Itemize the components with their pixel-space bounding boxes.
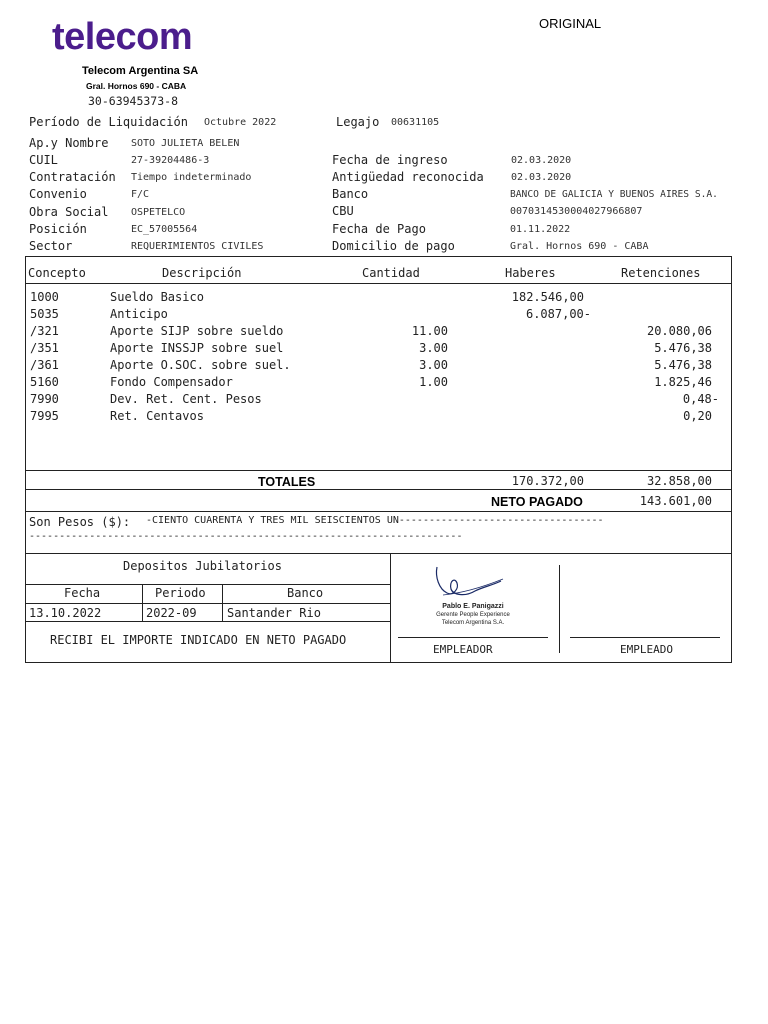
row-retenciones: 0,48- bbox=[682, 392, 719, 406]
domicilio-value: Gral. Hornos 690 - CABA bbox=[510, 241, 649, 252]
row-concepto: 1000 bbox=[30, 290, 59, 304]
sector-label: Sector bbox=[29, 239, 73, 253]
pago-value: 01.11.2022 bbox=[510, 224, 571, 235]
empleado-signature-line bbox=[570, 637, 720, 638]
header-haberes: Haberes bbox=[505, 266, 556, 280]
header-cantidad: Cantidad bbox=[362, 266, 420, 280]
depositos-fecha: 13.10.2022 bbox=[29, 606, 102, 620]
depositos-col-divider bbox=[222, 584, 223, 621]
row-retenciones: 0,20 bbox=[683, 409, 712, 423]
contract-value: Tiempo indeterminado bbox=[131, 172, 252, 183]
totales-haberes: 170.372,00 bbox=[511, 474, 584, 488]
depositos-periodo: 2022-09 bbox=[146, 606, 197, 620]
banco-value: BANCO DE GALICIA Y BUENOS AIRES S.A. bbox=[510, 189, 718, 200]
row-descripcion: Sueldo Basico bbox=[110, 290, 204, 304]
header-retenciones: Retenciones bbox=[621, 266, 701, 280]
depositos-header-bottom bbox=[25, 603, 390, 604]
header-concepto: Concepto bbox=[28, 266, 86, 280]
depositos-banco: Santander Rio bbox=[227, 606, 321, 620]
row-concepto: /351 bbox=[30, 341, 59, 355]
row-descripcion: Aporte O.SOC. sobre suel. bbox=[110, 358, 291, 372]
cuil-value: 27-39204486-3 bbox=[131, 155, 210, 166]
neto-value: 143.601,00 bbox=[639, 494, 712, 508]
totales-label: TOTALES bbox=[258, 475, 316, 489]
row-cantidad: 1.00 bbox=[419, 375, 448, 389]
convenio-value: F/C bbox=[131, 189, 150, 200]
row-descripcion: Fondo Compensador bbox=[110, 375, 233, 389]
depositos-fecha-label: Fecha bbox=[64, 586, 101, 600]
row-descripcion: Anticipo bbox=[110, 307, 168, 321]
domicilio-label: Domicilio de pago bbox=[332, 239, 455, 253]
cuil-label: CUIL bbox=[29, 153, 58, 167]
employer-signature bbox=[413, 559, 533, 629]
cbu-value: 0070314530004027966807 bbox=[510, 206, 643, 217]
empleador-label: EMPLEADOR bbox=[433, 643, 493, 656]
antiguedad-value: 02.03.2020 bbox=[511, 172, 572, 183]
row-descripcion: Aporte SIJP sobre sueldo bbox=[110, 324, 284, 338]
period-value: Octubre 2022 bbox=[204, 117, 277, 128]
company-address: Gral. Hornos 690 - CABA bbox=[86, 81, 187, 91]
convenio-label: Convenio bbox=[29, 187, 87, 201]
totales-retenciones: 32.858,00 bbox=[646, 474, 712, 488]
row-haberes: 6.087,00- bbox=[525, 307, 591, 321]
signature-divider bbox=[559, 565, 560, 653]
header-descripcion: Descripción bbox=[162, 266, 242, 280]
row-cantidad: 3.00 bbox=[419, 341, 448, 355]
position-value: EC_57005564 bbox=[131, 224, 198, 235]
row-haberes: 182.546,00 bbox=[511, 290, 584, 304]
row-retenciones: 5.476,38 bbox=[654, 358, 712, 372]
signer-company: Telecom Argentina S.A. bbox=[441, 620, 505, 626]
ingreso-value: 02.03.2020 bbox=[511, 155, 572, 166]
obra-social-value: OSPETELCO bbox=[131, 207, 186, 218]
row-retenciones: 1.825,46 bbox=[654, 375, 712, 389]
name-label: Ap.y Nombre bbox=[29, 136, 109, 150]
legajo-label: Legajo bbox=[336, 115, 380, 129]
depositos-row-bottom bbox=[25, 621, 390, 622]
row-descripcion: Ret. Centavos bbox=[110, 409, 204, 423]
depositos-header-top bbox=[25, 584, 390, 585]
empleado-label: EMPLEADO bbox=[620, 643, 673, 656]
obra-social-label: Obra Social bbox=[29, 205, 109, 219]
son-pesos-line2: ------------------------------------------------------------------------ bbox=[29, 531, 463, 542]
row-retenciones: 5.476,38 bbox=[654, 341, 712, 355]
signature-scribble-icon bbox=[413, 559, 533, 629]
legajo-value: 00631105 bbox=[391, 117, 440, 128]
antiguedad-label: Antigüedad reconocida bbox=[332, 170, 484, 184]
period-label: Período de Liquidación bbox=[29, 115, 188, 129]
row-cantidad: 11.00 bbox=[411, 324, 448, 338]
depositos-title: Depositos Jubilatorios bbox=[123, 559, 282, 573]
row-concepto: 5160 bbox=[30, 375, 59, 389]
empleador-signature-line bbox=[398, 637, 548, 638]
row-concepto: 7990 bbox=[30, 392, 59, 406]
son-pesos-text: -CIENTO CUARENTA Y TRES MIL SEISCIENTOS UN---------------------------------- bbox=[146, 515, 604, 526]
depositos-periodo-label: Periodo bbox=[155, 586, 206, 600]
row-cantidad: 3.00 bbox=[419, 358, 448, 372]
company-name: Telecom Argentina SA bbox=[82, 65, 199, 77]
totals-divider bbox=[25, 470, 731, 471]
banco-label: Banco bbox=[332, 187, 369, 201]
table-header-divider bbox=[25, 283, 731, 284]
son-pesos-label: Son Pesos ($): bbox=[29, 515, 131, 529]
row-descripcion: Aporte INSSJP sobre suel bbox=[110, 341, 284, 355]
row-descripcion: Dev. Ret. Cent. Pesos bbox=[110, 392, 262, 406]
copy-label: ORIGINAL bbox=[539, 16, 602, 31]
sector-value: REQUERIMIENTOS CIVILES bbox=[131, 241, 264, 252]
company-cuit: 30-63945373-8 bbox=[88, 94, 179, 108]
position-label: Posición bbox=[29, 222, 87, 236]
employee-name: SOTO JULIETA BELEN bbox=[131, 138, 240, 149]
row-retenciones: 20.080,06 bbox=[646, 324, 712, 338]
depositos-divider bbox=[390, 553, 391, 662]
ingreso-label: Fecha de ingreso bbox=[332, 153, 448, 167]
neto-label: NETO PAGADO bbox=[491, 495, 583, 509]
contract-label: Contratación bbox=[29, 170, 116, 184]
row-concepto: 5035 bbox=[30, 307, 59, 321]
neto-divider bbox=[25, 489, 731, 490]
recibi-text: RECIBI EL IMPORTE INDICADO EN NETO PAGADO bbox=[50, 633, 347, 647]
row-concepto: /321 bbox=[30, 324, 59, 338]
signer-name: Pablo E. Panigazzi bbox=[442, 603, 504, 610]
company-logo: telecom bbox=[52, 16, 193, 58]
depositos-banco-label: Banco bbox=[287, 586, 324, 600]
pago-label: Fecha de Pago bbox=[332, 222, 426, 236]
signer-role: Gerente People Experience bbox=[436, 612, 510, 618]
row-concepto: /361 bbox=[30, 358, 59, 372]
depositos-col-divider bbox=[142, 584, 143, 621]
row-concepto: 7995 bbox=[30, 409, 59, 423]
cbu-label: CBU bbox=[332, 204, 354, 218]
